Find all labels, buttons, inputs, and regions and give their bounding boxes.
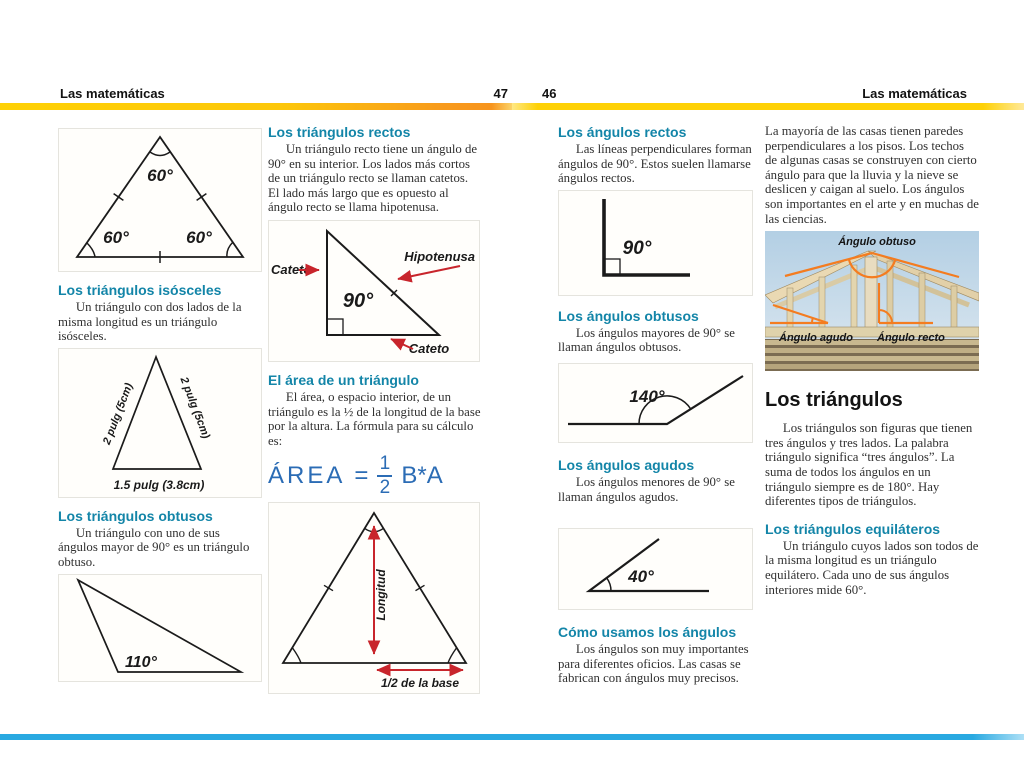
section-body-area: El área, o espacio interior, de un triángulo es la ½ de la longitud de la base por la altura. La fórmula para su cálculo es:: [268, 389, 481, 448]
section-body-angulos-obtusos: Los ángulos mayores de 90° se llaman ángulos obtusos.: [558, 325, 735, 355]
cateto-bottom-label: Cateto: [408, 340, 450, 356]
intro-paragraph: La mayoría de las casas tienen paredes perpendiculares a los pisos. Los techos de algunas casas se construyen con cierto ángulo para que la lluvia y la nieve se deslicen y caigan al suelo. Los ángulos son importantes en el arte y en muchas de las ciencias.: [765, 124, 979, 226]
formula-rhs: B*A: [401, 462, 443, 490]
fraction-numerator: 1: [379, 453, 391, 475]
section-body-obtusos: Un triángulo con uno de sus ángulos mayor de 90° es un triángulo obtuso.: [58, 525, 250, 569]
right-page-column-1: [558, 124, 754, 689]
area-formula: [268, 454, 482, 498]
right-page-column-2: [765, 124, 979, 600]
running-head-right: [542, 86, 967, 101]
section-body-triangulos: Los triángulos son figuras que tienen tres ángulos y tres lados. La palabra triángulo significa “tres ángulos”. La suma de todos los ángulos en un triángulo siempre es de 180°. Hay diferentes tipos de triángulos.: [765, 421, 973, 509]
formula-equals: =: [354, 462, 369, 490]
section-heading-usamos: Cómo usamos los ángulos: [558, 624, 737, 641]
area-triangle-diagram: [269, 503, 479, 693]
section-heading-obtusos: Los triángulos obtusos: [58, 507, 213, 524]
figure-isosceles-triangle: [58, 348, 262, 498]
running-head-left: [60, 86, 508, 101]
side-length-label: 2 pulg (5cm): [100, 381, 136, 447]
angle-label: 60°: [103, 228, 129, 247]
acute-angle-diagram: [559, 529, 752, 609]
section-heading-rectos: Los triángulos rectos: [268, 124, 411, 140]
left-page-column-2: [268, 124, 482, 694]
angle-label: 110°: [125, 653, 157, 671]
right-triangle-diagram: [269, 221, 479, 361]
left-page-column-1: [58, 124, 262, 682]
equilateral-triangle-diagram: [59, 129, 262, 271]
figure-right-triangle: [268, 220, 480, 362]
formula-fraction: [377, 454, 392, 498]
half-base-label: 1/2 de la base: [380, 676, 460, 691]
figure-obtuse-triangle: [58, 574, 262, 682]
angle-label: 140°: [629, 386, 665, 406]
side-length-label: 2 pulg (5cm): [177, 375, 213, 441]
formula-lhs: ÁREA: [268, 462, 346, 490]
running-head-left-title: Las matemáticas: [60, 86, 165, 101]
section-heading-angulos-rectos: Los ángulos rectos: [558, 124, 687, 140]
height-label: Longitud: [374, 569, 388, 621]
fraction-denominator: 2: [379, 477, 391, 499]
section-heading-isosceles: Los triángulos isósceles: [58, 282, 222, 298]
header-rule-left: [0, 103, 512, 110]
footer-rule: [0, 734, 1024, 740]
angle-label: 90°: [622, 237, 652, 259]
angle-label: 60°: [147, 166, 173, 185]
section-body-angulos-rectos: Las líneas perpendiculares forman ángulos de 90°. Estos suelen llamarse ángulos rectos.: [558, 142, 752, 186]
isosceles-triangle-diagram: [59, 349, 262, 497]
roof-photo: [765, 231, 979, 371]
section-body-angulos-agudos: Los ángulos menores de 90° se llaman ángulos agudos.: [558, 474, 735, 504]
angle-label: 90°: [342, 289, 374, 312]
figure-acute-angle: [558, 528, 753, 610]
running-head-right-title: Las matemáticas: [862, 86, 967, 101]
section-heading-angulos-agudos: Los ángulos agudos: [558, 456, 695, 473]
figure-area-triangle: [268, 502, 480, 694]
figure-right-angle: [558, 190, 753, 296]
section-heading-triangulos: Los triángulos: [765, 389, 903, 412]
section-body-isosceles: Un triángulo con dos lados de la misma longitud es un triángulo isósceles.: [58, 300, 242, 344]
section-heading-area: El área de un triángulo: [268, 371, 419, 388]
section-body-usamos: Los ángulos son muy importantes para diferentes oficios. Las casas se fabrican con ángulos muy precisos.: [558, 642, 749, 686]
section-body-equilateros: Un triángulo cuyos lados son todos de la misma longitud es un triángulo equilátero. Cada uno de sus ángulos interiores mide 60°.: [765, 538, 979, 597]
base-length-label: 1.5 pulg (3.8cm): [113, 477, 205, 492]
roof-truss-photo: [765, 231, 979, 371]
page-number-46: 46: [542, 86, 557, 101]
cateto-left-label: Cateto: [271, 261, 312, 277]
obtuse-angle-diagram: [559, 364, 752, 442]
angle-label: 40°: [628, 567, 654, 587]
figure-obtuse-angle: [558, 363, 753, 443]
photo-label-agudo: Ángulo agudo: [779, 332, 853, 345]
section-body-rectos: Un triángulo recto tiene un ángulo de 90° en su interior. Los lados más cortos de un triángulo recto se llaman catetos. El lado más largo que es opuesto al ángulo recto se llama hipotenusa.: [268, 142, 478, 215]
obtuse-triangle-diagram: [59, 575, 262, 681]
page-number-47: 47: [493, 86, 508, 101]
section-heading-angulos-obtusos: Los ángulos obtusos: [558, 307, 699, 324]
figure-equilateral-triangle: [58, 128, 262, 272]
right-angle-diagram: [559, 191, 752, 295]
section-heading-equilateros: Los triángulos equiláteros: [765, 520, 941, 537]
angle-label: 60°: [186, 228, 212, 247]
header-rule-right: [512, 103, 1024, 110]
photo-label-obtuso: Ángulo obtuso: [838, 236, 916, 249]
hipotenusa-label: Hipotenusa: [404, 248, 475, 264]
photo-label-recto: Ángulo recto: [877, 332, 945, 345]
